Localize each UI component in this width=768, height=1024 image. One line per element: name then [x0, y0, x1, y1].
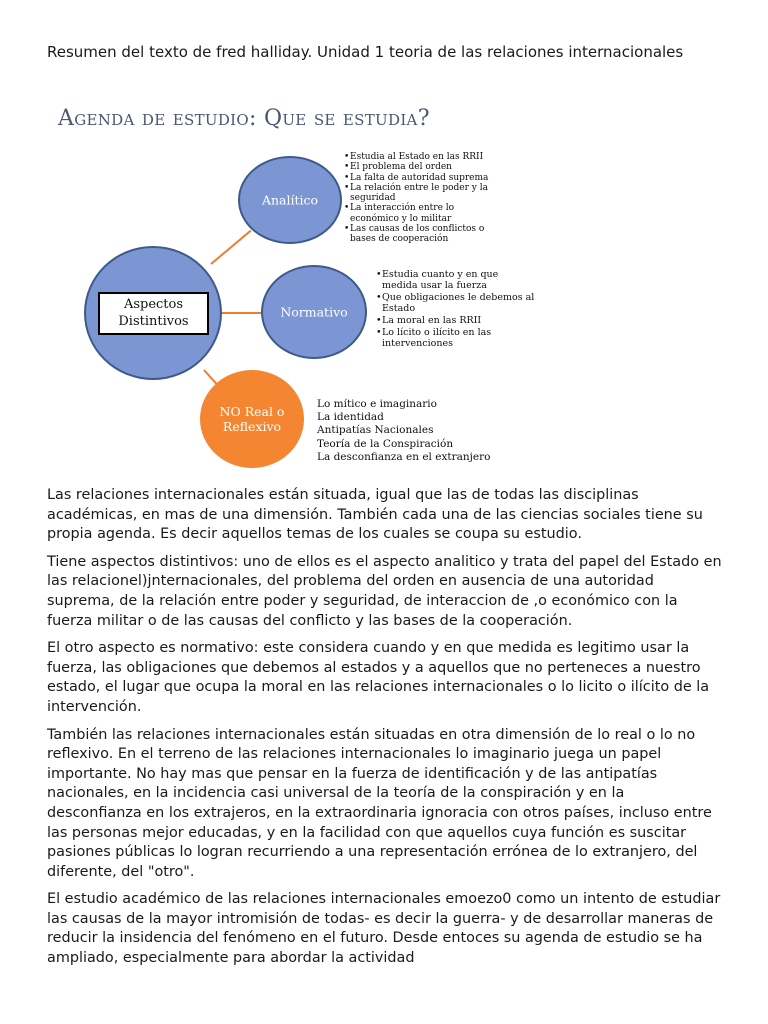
normativo-item: • Que obligaciones le debemos al Estado	[376, 292, 536, 314]
analitico-list	[344, 152, 504, 245]
no-real-list	[317, 398, 517, 464]
paragraph: El estudio académico de las relaciones internacionales emoezo0 como un intento de estudiar las causas de la mayor intromisión de todas- es decir la guerra- y de desarrollar maneras de reducir la insidencia del fenómeno en el futuro. Desde entoces su agenda de estudio se ha ampliado, especialmente para abordar la actividad	[47, 891, 721, 967]
no-real-item: Lo mítico e imaginario	[317, 398, 437, 410]
analitico-item: • Estudia al Estado en las RRII	[344, 152, 504, 162]
analitico-item: • Las causas de los conflictos o bases de cooperación	[344, 224, 504, 245]
no-real-circle	[200, 370, 304, 468]
paragraph: También las relaciones internacionales están situadas en otra dimensión de lo real o lo no reflexivo. En el terreno de las relaciones internacionales lo imaginario juega un papel importante. No hay mas que pensar en la fuerza de identificación y de las antipatías nacionales, en la incidencia casi universal de la teoría de la conspiración y en la desconfianza en los extrajeros, en la extraordinaria ignoracia con otros países, incluso entre las personas mejor educadas, y en la facilidad con que aquellos cuya función es suscitar pasiones públicas lo logran recurriendo a una representación errónea de lo extranjero, del diferente, del "otro".	[47, 726, 712, 880]
analitico-label: Analítico	[261, 192, 319, 208]
normativo-item: • La moral en las RRII	[376, 315, 536, 326]
paragraph: Las relaciones internacionales están situada, igual que las de todas las disciplinas académicas, en mas de una dimensión. También cada una de las ciencias sociales tiene su propia agenda. Es decir aquellos temas de los cuales se coupa su estudio.	[47, 487, 703, 543]
document-header: Resumen del texto de fred halliday. Unidad 1 teoria de las relaciones internacionales	[47, 43, 684, 61]
no-real-item: Teoría de la Conspiración	[317, 437, 454, 450]
analitico-item: • La interacción entre lo económico y lo militar	[344, 203, 504, 224]
analitico-item: • El problema del orden	[344, 162, 504, 172]
paragraph: Tiene aspectos distintivos: uno de ellos es el aspecto analitico y trata del papel del Estado en las relacionel)jnternacionales, del problema del orden en ausencia de una autoridad suprema, de la relación entre poder y seguridad, de interaccion de ,o económico con la fuerza militar o de las causas del conflicto y las bases de la cooperación.	[47, 553, 722, 629]
diagram-title: Agenda de estudio: Que se estudia?	[58, 106, 430, 131]
paragraph: El otro aspecto es normativo: este considera cuando y en que medida es legitimo usar la fuerza, las obligaciones que debemos al estados y a aquellos que no perteneces a nuestro estado, el lugar que ocupa la moral en las relaciones internacionales o lo licito o ilícito de la intervención.	[47, 640, 710, 715]
connector-analitico	[210, 230, 251, 265]
central-label-box: Aspectos Distintivos	[98, 292, 209, 335]
no-real-item: La desconfianza en el extranjero	[317, 450, 491, 463]
normativo-item: • Estudia cuanto y en que medida usar la fuerza	[376, 269, 536, 291]
normativo-label: Normativo	[280, 304, 348, 320]
no-real-item: Antipatías Nacionales	[317, 424, 434, 437]
analitico-item: • La relación entre le poder y la seguridad	[344, 183, 504, 204]
analitico-circle	[238, 156, 342, 244]
normativo-list	[376, 269, 536, 350]
no-real-item: La identidad	[317, 411, 384, 424]
document-body	[47, 486, 722, 977]
analitico-item: • La falta de autoridad suprema	[344, 173, 504, 183]
normativo-item: • Lo lícito o ilícito en las intervenciones	[376, 327, 536, 349]
agenda-diagram	[0, 96, 768, 476]
no-real-label: NO Real o Reflexivo	[219, 404, 285, 434]
normativo-circle	[261, 265, 367, 359]
